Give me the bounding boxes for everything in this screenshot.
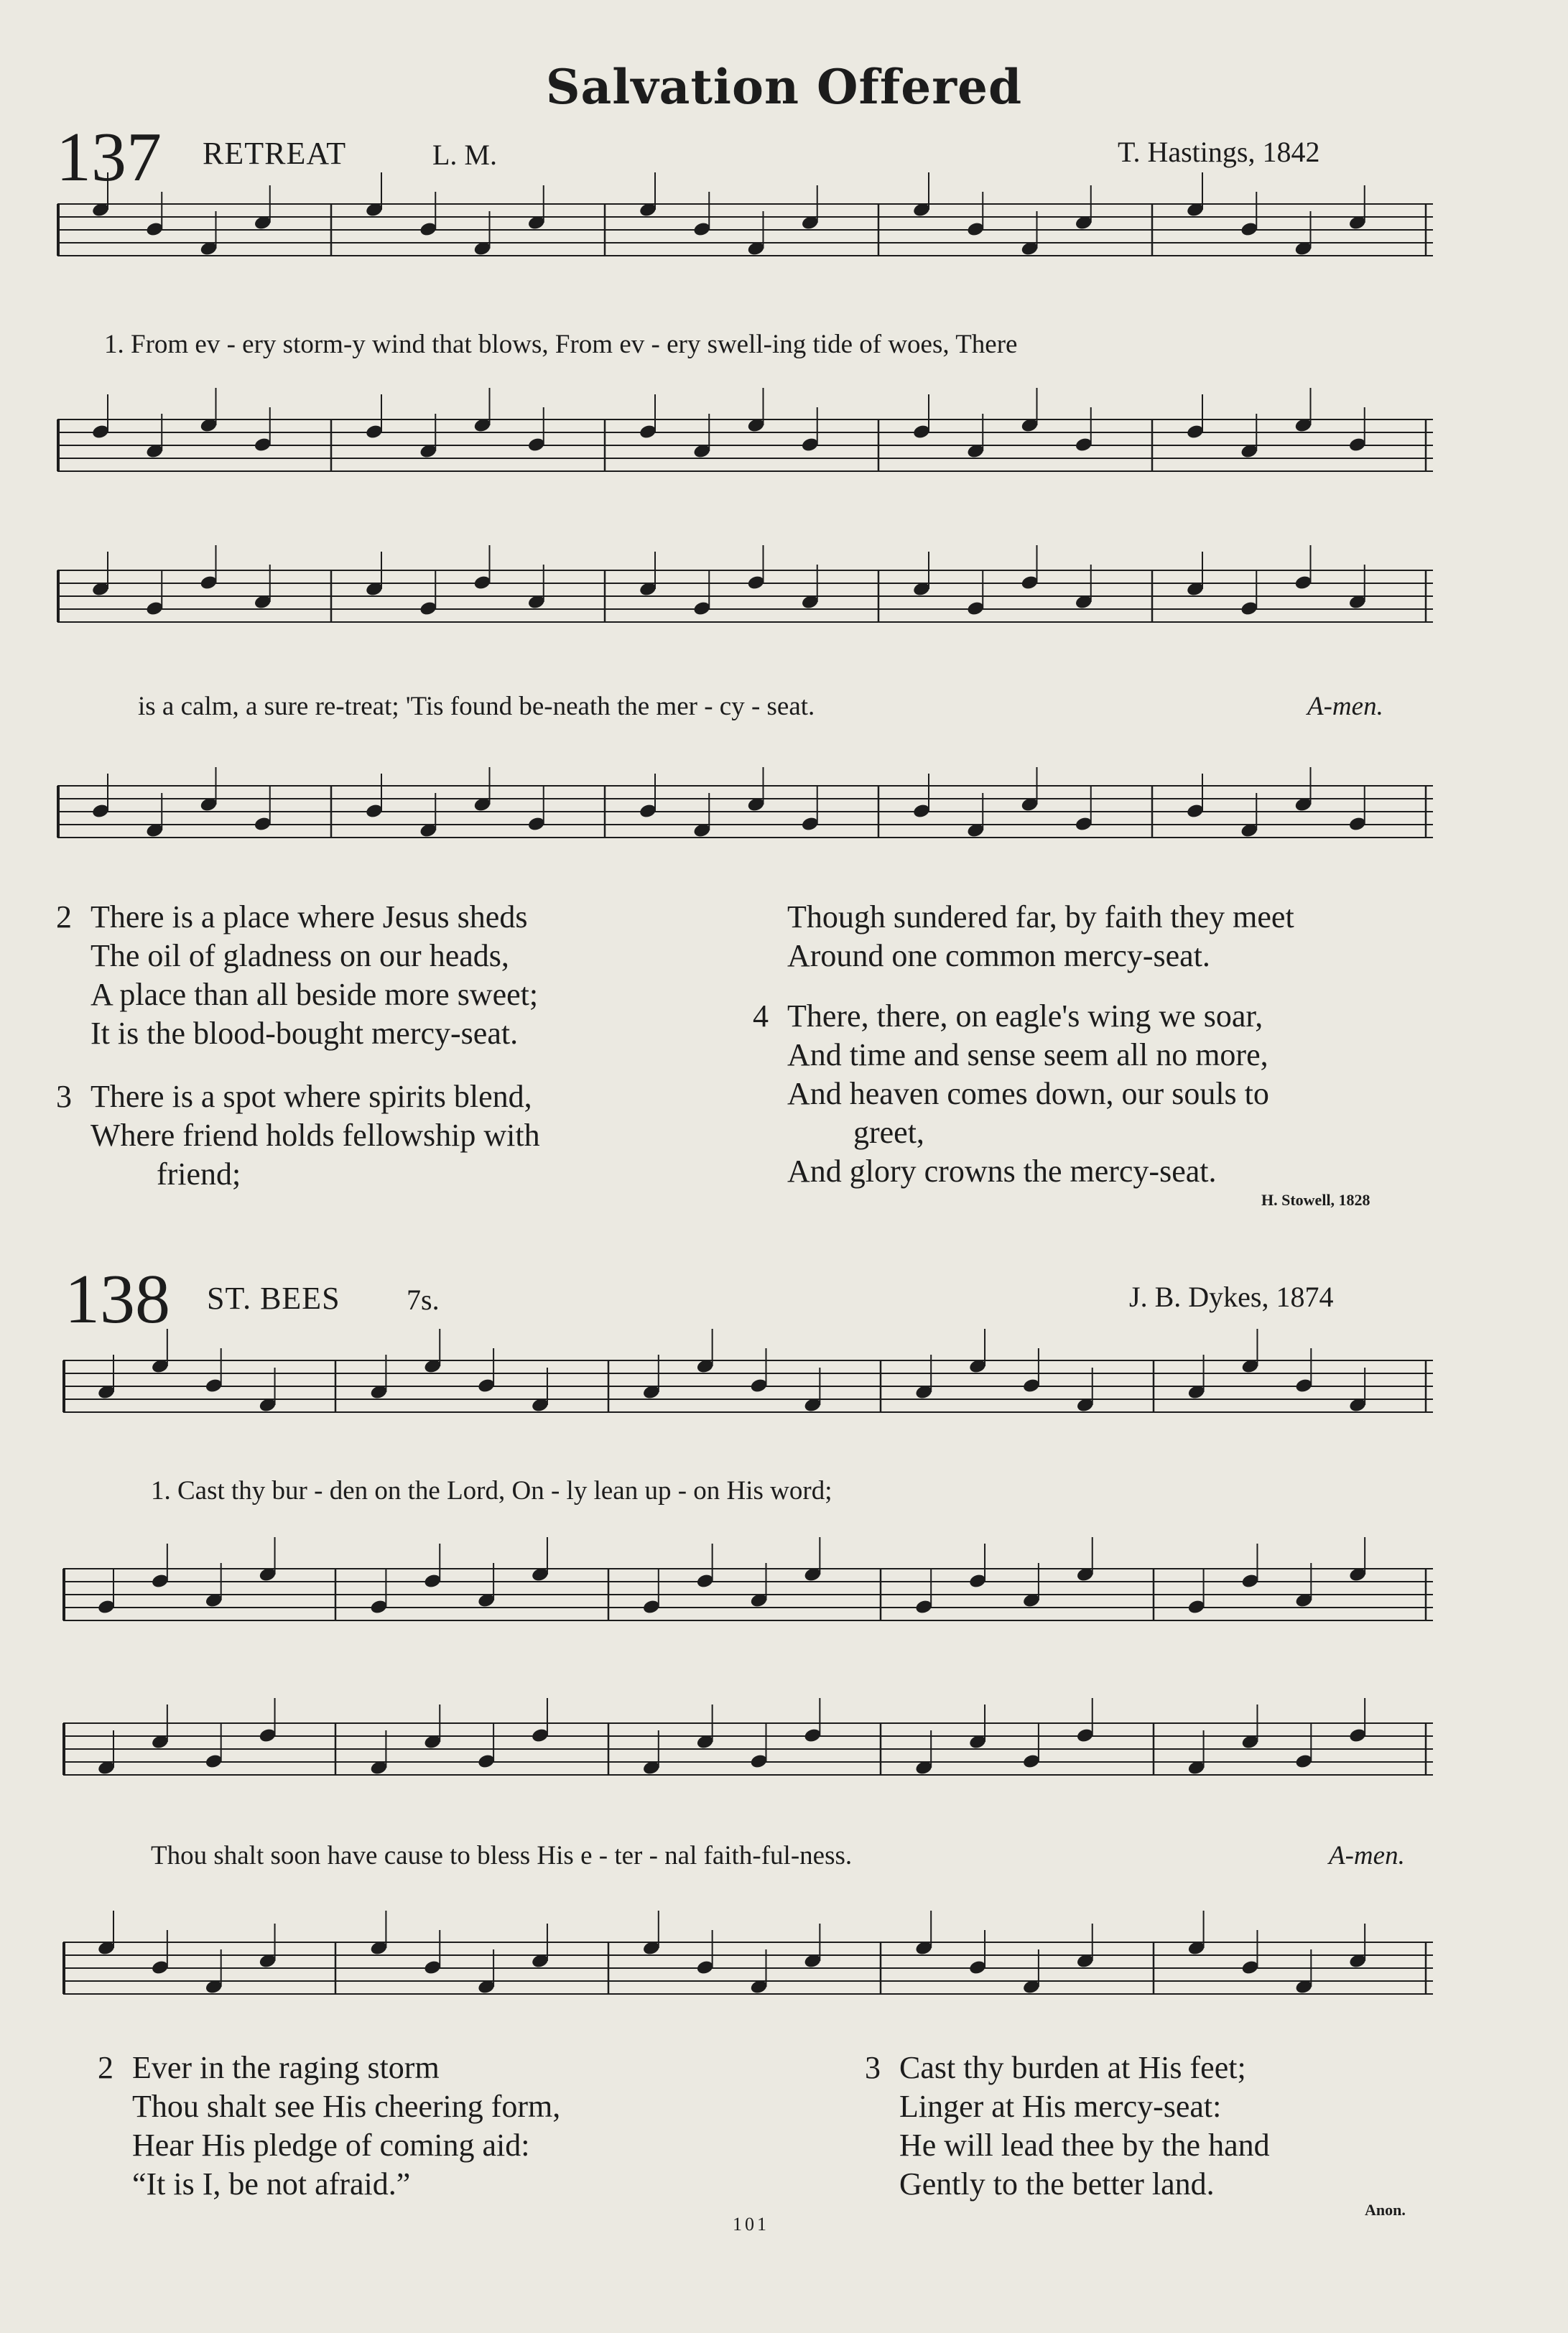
music-system-138-a (63, 1350, 1433, 1444)
stanza-line: And glory crowns the mercy-seat. (787, 1154, 1217, 1189)
music-system-137-c (57, 560, 1433, 654)
music-system-138-d (63, 1932, 1433, 2026)
stanza-line: There, there, on eagle's wing we soar, (787, 998, 1263, 1034)
stanza-line: greet, (853, 1115, 924, 1150)
stanza-137-4 (753, 997, 1269, 1191)
music-system-138-c (63, 1713, 1433, 1806)
stanza-137-2 (56, 898, 538, 1053)
stanza-line: Around one common mercy-seat. (787, 938, 1210, 973)
stanza-138-2 (98, 2049, 560, 2204)
stanza-line: And time and sense seem all no more, (787, 1037, 1268, 1072)
stanza-line: Ever in the raging storm (132, 2050, 440, 2085)
stanza-138-3 (865, 2049, 1270, 2204)
composer-138: J. B. Dykes, 1874 (1129, 1281, 1334, 1313)
stanza-line: And heaven comes down, our souls to (787, 1076, 1269, 1111)
stanza-line: Gently to the better land. (899, 2166, 1215, 2202)
amen-138: A-men. (1329, 1841, 1405, 1870)
music-system-138-b (63, 1559, 1433, 1652)
stanza-line: Linger at His mercy-seat: (899, 2089, 1222, 2124)
stanza-line: Hear His pledge of coming aid: (132, 2128, 530, 2163)
stanza-line: Where friend holds fellowship with (91, 1118, 540, 1153)
stanza-line: The oil of gladness on our heads, (91, 938, 509, 973)
author-137: H. Stowell, 1828 (1261, 1191, 1370, 1209)
hymn-number-138: 138 (65, 1261, 170, 1338)
stanza-line: “It is I, be not afraid.” (132, 2166, 411, 2202)
hymn-number-137: 137 (56, 119, 162, 196)
stanza-number: 4 (753, 998, 769, 1034)
stanza-number: 3 (56, 1079, 72, 1114)
amen-137: A-men. (1307, 692, 1383, 721)
lyrics-137-line2: is a calm, a sure re-treat; 'Tis found be-neath the mer - cy - seat. (138, 692, 815, 721)
page-number: 101 (733, 2214, 769, 2235)
stanza-line: friend; (157, 1156, 241, 1192)
tune-name-137: RETREAT (203, 136, 347, 171)
lyrics-138-line1: 1. Cast thy bur - den on the Lord, On - ly lean up - on His word; (151, 1476, 832, 1506)
stanza-number: 3 (865, 2050, 881, 2085)
stanza-line: Thou shalt see His cheering form, (132, 2089, 561, 2124)
lyrics-138-line2: Thou shalt soon have cause to bless His e - ter - nal faith-ful-ness. (151, 1841, 853, 1870)
stanza-line: There is a place where Jesus sheds (91, 899, 528, 934)
stanza-line: A place than all beside more sweet; (91, 977, 539, 1012)
stanza-line: Cast thy burden at His feet; (899, 2050, 1246, 2085)
meter-137: L. M. (432, 139, 497, 171)
music-system-137-d (57, 776, 1433, 869)
stanza-line: It is the blood-bought mercy-seat. (91, 1016, 519, 1051)
composer-137: T. Hastings, 1842 (1118, 136, 1320, 168)
page-title: Salvation Offered (545, 59, 1023, 115)
stanza-number: 2 (98, 2050, 113, 2085)
author-138: Anon. (1365, 2201, 1406, 2219)
stanza-137-3 (56, 1077, 540, 1194)
stanza-line: Though sundered far, by faith they meet (787, 899, 1294, 934)
stanza-137-3-cont (787, 898, 1294, 975)
tune-name-138: ST. BEES (207, 1281, 340, 1316)
music-system-137-b (57, 409, 1433, 503)
stanza-line: He will lead thee by the hand (899, 2128, 1270, 2163)
meter-138: 7s. (407, 1284, 440, 1316)
stanza-line: There is a spot where spirits blend, (91, 1079, 532, 1114)
lyrics-137-line1: 1. From ev - ery storm-y wind that blows, From ev - ery swell-ing tide of woes, There (104, 330, 1018, 359)
stanza-number: 2 (56, 899, 72, 934)
